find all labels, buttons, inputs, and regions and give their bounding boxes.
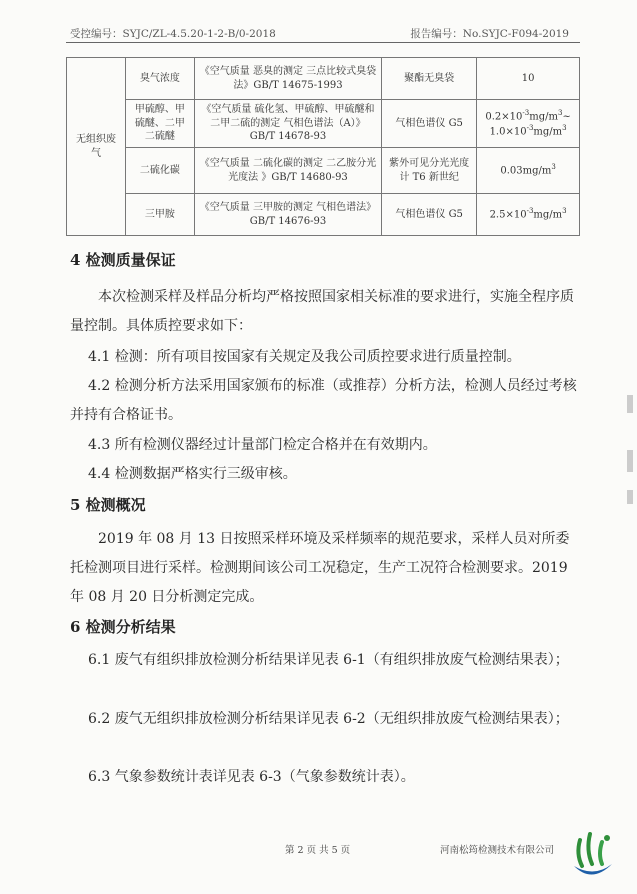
instrument-cell: 紫外可见分光光度计 T6 新世纪 [382,148,477,194]
section-4-3 [70,431,580,460]
item-cell: 臭气浓度 [125,58,194,100]
section-4-2-text: 4.2 检测分析方法采用国家颁布的标准（或推荐）分析方法，检测人员经过考核并持有合格证书。 [70,378,577,423]
table-row [67,100,580,148]
section-4-4-text: 4.4 检测数据严格实行三级审核。 [88,466,297,482]
control-number: 受控编号：SYJC/ZL-4.5.20-1-2-B/0-2018 [70,28,276,40]
section-6-title: 6 检测分析结果 [70,618,176,636]
group-label: 无组织废气 [67,58,126,236]
page-number: 第 2 页 共 5 页 [285,845,351,856]
section-4-title: 4 检测质量保证 [70,251,176,269]
section-6-2-text: 6.2 废气无组织排放检测分析结果详见表 6-2（无组织排放废气检测结果表）； [88,711,569,727]
section-5-body [70,525,580,612]
method-table [66,57,580,236]
section-4-3-text: 4.3 所有检测仪器经过计量部门检定合格并在有效期内。 [88,437,437,453]
section-5-text: 2019 年 08 月 13 日按照采样环境及采样频率的规范要求，采样人员对所委托检测项目进行采样。检测期间该公司工况稳定，生产工况符合检测要求。2019 年 08 月 20 日分析测定完成。 [70,531,570,605]
instrument-cell: 气相色谱仪 G5 [382,100,477,148]
instrument-cell: 气相色谱仪 G5 [382,194,477,236]
section-5-title: 5 检测概况 [70,496,146,514]
edge-mark [627,450,633,472]
section-6-3 [70,763,580,792]
item-cell: 二硫化碳 [125,148,194,194]
method-cell: 《空气质量 三甲胺的测定 气相色谱法》GB/T 14676-93 [194,194,381,236]
limit-cell: $2.5\times 10^{-3}mg/m^3$ [477,194,580,236]
section-4-1-text: 4.1 检测：所有项目按国家有关规定及我公司质控要求进行质量控制。 [88,349,521,365]
limit-cell: $0.2\times 10^{-3}mg/m^3\sim$ $1.0\times 10^{-3}mg/m^3$ [477,100,580,148]
section-4-2 [70,372,580,430]
limit-cell: 10 [477,58,580,100]
header-rule [66,42,580,43]
section-4-intro [70,283,580,341]
section-6-3-text: 6.3 气象参数统计表详见表 6-3（气象参数统计表）。 [88,769,415,785]
limit-cell: $0.03mg/m^3$ [477,148,580,194]
method-cell: 《空气质量 硫化氢、甲硫醇、甲硫醚和二甲二硫的测定 气相色谱法（A）》GB/T 14678-93 [194,100,381,148]
table-row [67,58,580,100]
instrument-cell: 聚酯无臭袋 [382,58,477,100]
section-6-2 [70,705,580,734]
item-cell: 甲硫醇、甲硫醚、二甲二硫醚 [125,100,194,148]
report-number: 报告编号：No.SYJC-F094-2019 [410,28,569,40]
table-row [67,148,580,194]
method-cell: 《空气质量 二硫化碳的测定 二乙胺分光光度法 》GB/T 14680-93 [194,148,381,194]
section-4-intro-text: 本次检测采样及样品分析均严格按照国家相关标准的要求进行，实施全程序质量控制。具体质控要求如下： [70,289,574,334]
method-cell: 《空气质量 恶臭的测定 三点比较式臭袋法》GB/T 14675-1993 [194,58,381,100]
section-6-1-text: 6.1 废气有组织排放检测分析结果详见表 6-1（有组织排放废气检测结果表）； [88,652,569,668]
section-6-1 [70,646,580,675]
section-4-1 [70,343,580,372]
company-logo-icon [566,828,618,884]
table-row [67,194,580,236]
item-cell: 三甲胺 [125,194,194,236]
edge-mark [627,490,633,504]
company-name: 河南松筠检测技术有限公司 [440,845,555,856]
section-4-4 [70,460,580,489]
edge-mark [627,395,633,413]
